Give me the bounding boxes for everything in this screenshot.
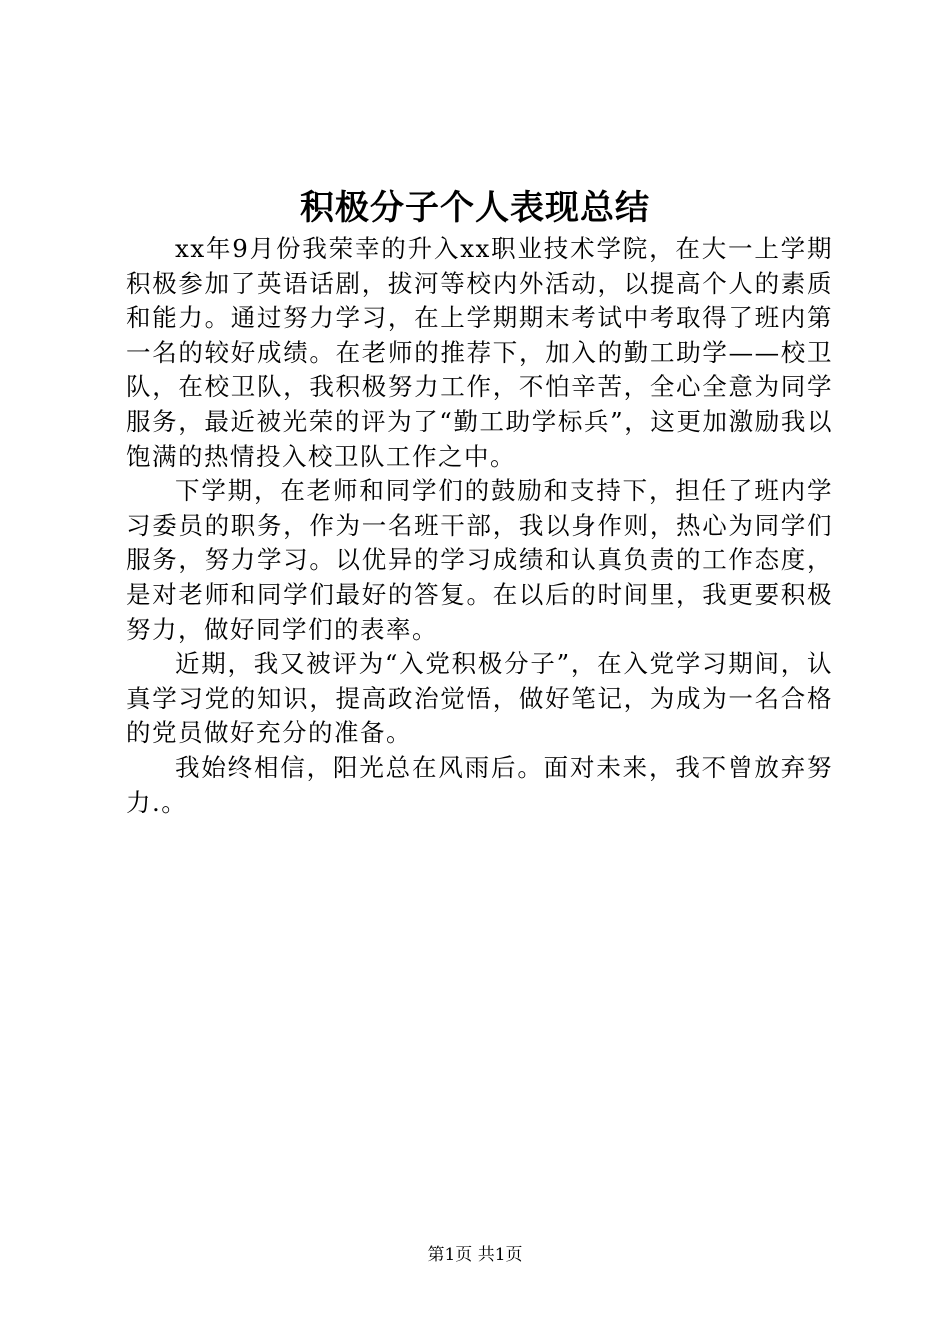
paragraph-3: 近期，我又被评为“入党积极分子”，在入党学习期间，认真学习党的知识，提高政治觉悟，做好笔记，为成为一名合格的党员做好充分的准备。 (126, 649, 833, 748)
paragraph-4: 我始终相信，阳光总在风雨后。面对未来，我不曾放弃努力.。 (126, 752, 833, 817)
document-title: 积极分子个人表现总结 (300, 188, 650, 228)
paragraph-1: xx年9月份我荣幸的升入xx职业技术学院，在大一上学期积极参加了英语话剧，拔河等校内外活动，以提高个人的素质和能力。通过努力学习，在上学期期末考试中考取得了班内第一名的较好成绩。在老师的推荐下，加入的勤工助学——校卫队，在校卫队，我积极努力工作，不怕辛苦，全心全意为同学服务，最近被光荣的评为了“勤工助学标兵”，这更加激励我以饱满的热情投入校卫队工作之中。 (126, 234, 833, 471)
page-number-footer: 第1页 共1页 (427, 1245, 523, 1265)
paragraph-2: 下学期，在老师和同学们的鼓励和支持下，担任了班内学习委员的职务，作为一名班干部，我以身作则，热心为同学们服务，努力学习。以优异的学习成绩和认真负责的工作态度，是对老师和同学们最好的答复。在以后的时间里，我更要积极努力，做好同学们的表率。 (126, 476, 833, 644)
document-body (126, 232, 833, 820)
